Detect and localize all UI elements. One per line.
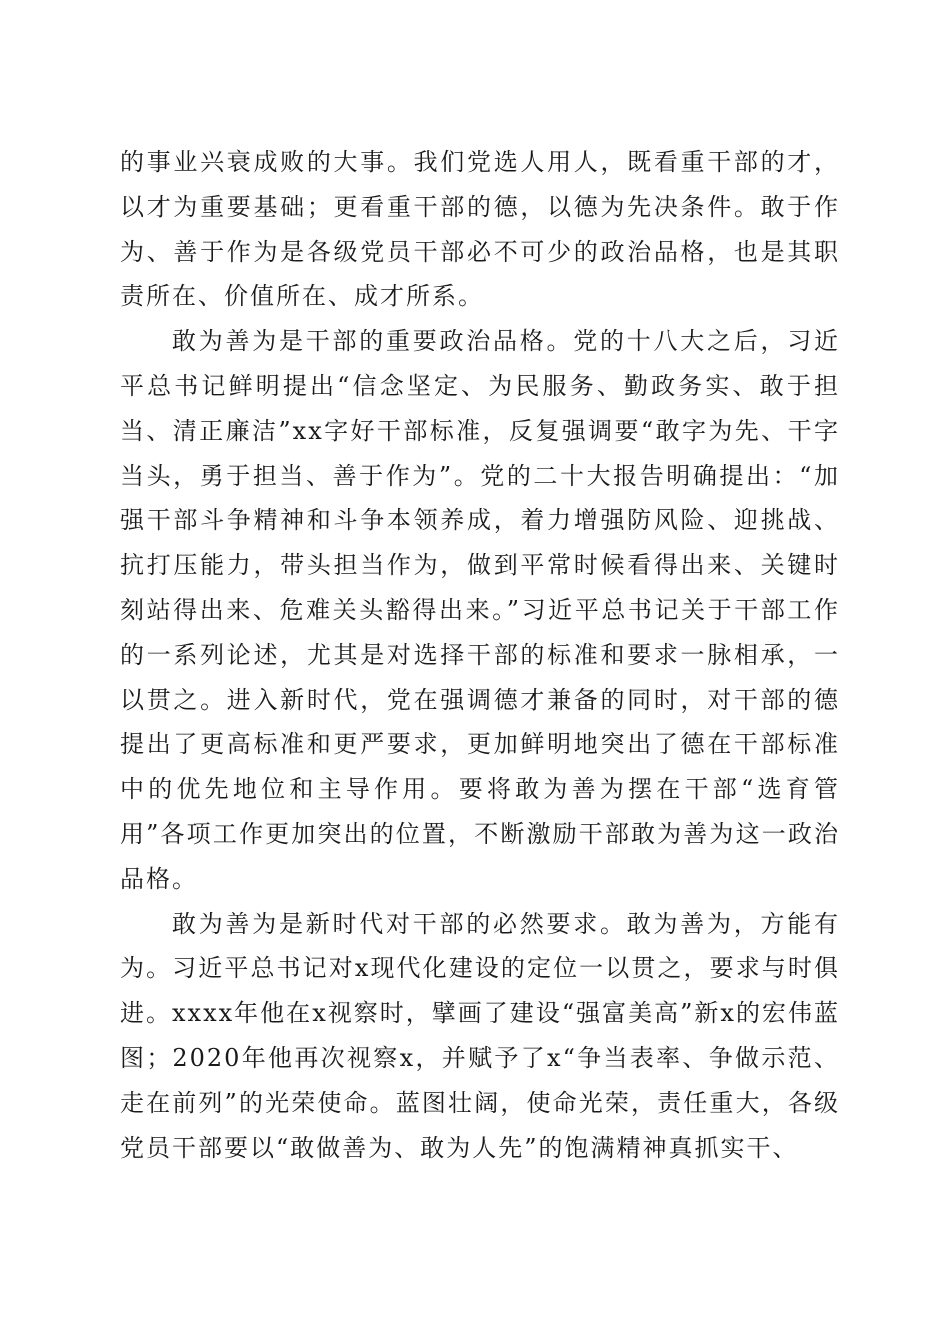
- body-text: [120, 140, 840, 1170]
- paragraph-new-era-requirement: 敢为善为是新时代对干部的必然要求。敢为善为，方能有为。习近平总书记对x现代化建设的定位一以贯之，要求与时俱进。xxxx年他在x视察时，擘画了建设“强富美高”新x的宏伟蓝图；2020年他再次视察x，并赋予了x“争当表率、争做示范、走在前列”的光荣使命。蓝图壮阔，使命光荣，责任重大，各级党员干部要以“敢做善为、敢为人先”的饱满精神真抓实干、: [120, 909, 840, 1162]
- paragraph-continued: 的事业兴衰成败的大事。我们党选人用人，既看重干部的才，以才为重要基础；更看重干部的德，以德为先决条件。敢于作为、善于作为是各级党员干部必不可少的政治品格，也是其职责所在、价值所在、成才所系。: [120, 148, 840, 311]
- paragraph-political-quality: 敢为善为是干部的重要政治品格。党的十八大之后，习近平总书记鲜明提出“信念坚定、为民服务、勤政务实、敢于担当、清正廉洁”xx字好干部标准，反复强调要“敢字为先、干字当头，勇于担当、善于作为”。党的二十大报告明确提出：“加强干部斗争精神和斗争本领养成，着力增强防风险、迎挑战、抗打压能力，带头担当作为，做到平常时候看得出来、关键时刻站得出来、危难关头豁得出来。”习近平总书记关于干部工作的一系列论述，尤其是对选择干部的标准和要求一脉相承，一以贯之。进入新时代，党在强调德才兼备的同时，对干部的德提出了更高标准和更严要求，更加鲜明地突出了德在干部标准中的优先地位和主导作用。要将敢为善为摆在干部“选育管用”各项工作更加突出的位置，不断激励干部敢为善为这一政治品格。: [120, 327, 840, 893]
